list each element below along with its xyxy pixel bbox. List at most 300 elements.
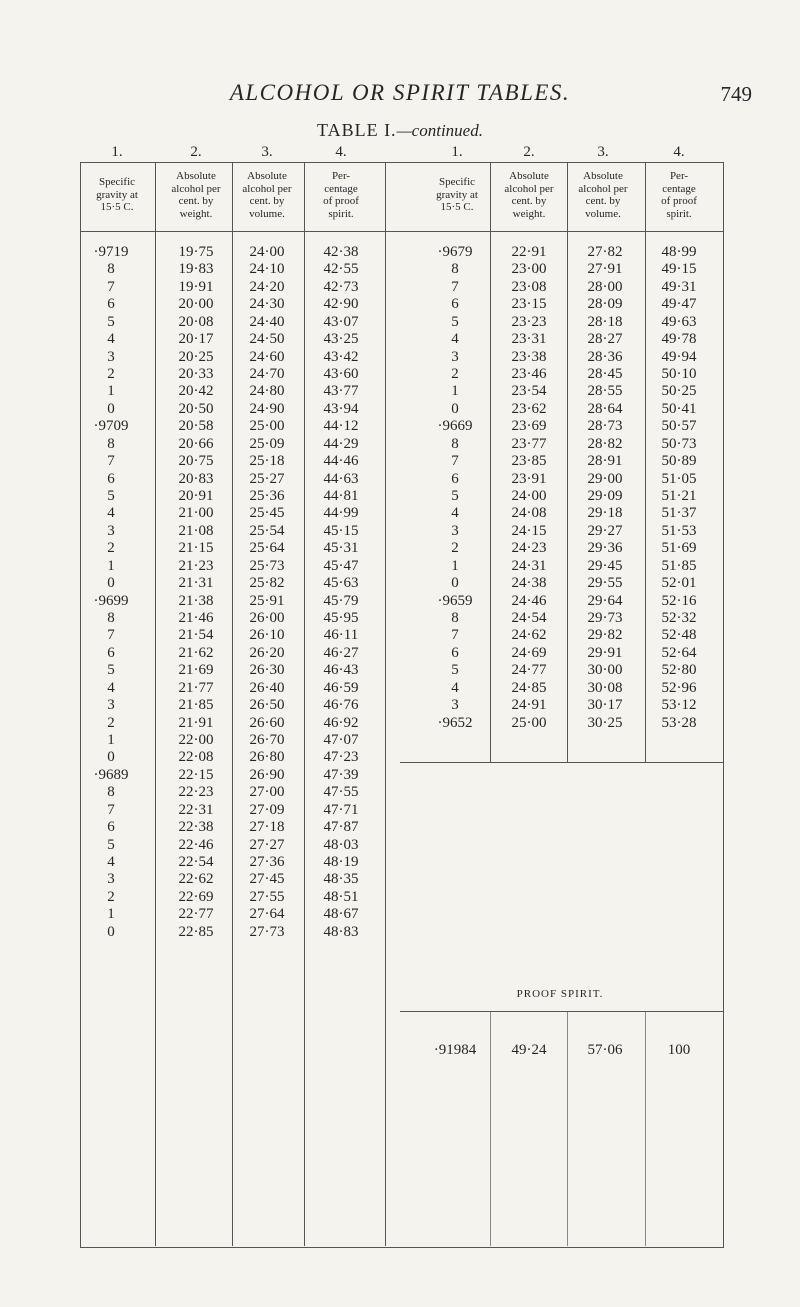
- table-cell: 28·27: [587, 331, 623, 348]
- table-cell: 44·63: [323, 470, 359, 487]
- table-cell: 3: [107, 697, 115, 714]
- table-row: [0, 349, 800, 366]
- table-cell: 21·54: [178, 627, 214, 644]
- column-header-line: Absolute: [583, 170, 623, 182]
- table-cell: 27·73: [249, 923, 285, 940]
- table-cell: 22·31: [178, 801, 214, 818]
- table-row: [0, 593, 800, 610]
- table-cell: 24·62: [511, 627, 547, 644]
- table-cell: 29·55: [587, 575, 623, 592]
- table-row: [0, 662, 800, 679]
- table-cell: 44·12: [323, 418, 359, 435]
- column-header-line: alcohol per: [242, 182, 292, 195]
- table-cell: ·9699: [93, 592, 129, 609]
- table-cell: 44·46: [323, 453, 359, 470]
- table-cell: 25·45: [249, 505, 285, 522]
- table-cell: 3: [107, 522, 115, 539]
- table-cell: 50·41: [661, 400, 697, 417]
- proof-spirit-cell: ·91984: [433, 1042, 477, 1058]
- table-cell: 26·20: [249, 644, 285, 661]
- table-cell: 51·21: [661, 488, 697, 505]
- table-cell: 24·30: [249, 296, 285, 313]
- column-number: 4.: [673, 144, 685, 160]
- table-cell: 7: [451, 453, 459, 470]
- table-row: [0, 436, 800, 453]
- table-cell: 25·00: [249, 418, 285, 435]
- table-cell: 24·00: [511, 488, 547, 505]
- table-cell: 48·03: [323, 836, 359, 853]
- table-cell: 21·00: [178, 505, 214, 522]
- table-cell: 24·70: [249, 366, 285, 382]
- table-cell: 21·23: [178, 557, 214, 574]
- table-cell: 3: [107, 348, 115, 365]
- table-cell: 45·63: [323, 575, 359, 592]
- table-cell: 21·69: [178, 662, 214, 679]
- table-row: [0, 279, 800, 296]
- table-cell: 52·48: [661, 627, 697, 644]
- table-cell: 24·10: [249, 261, 285, 278]
- column-header-line: alcohol per: [504, 182, 554, 195]
- table-cell: 7: [107, 627, 115, 644]
- column-header-line: of proof: [661, 195, 697, 207]
- table-cell: 21·77: [178, 679, 214, 696]
- table-cell: 8: [451, 610, 459, 627]
- table-cell: 7: [107, 278, 115, 295]
- table-cell: 8: [451, 261, 459, 278]
- table-cell: 24·80: [249, 383, 285, 400]
- table-row: [0, 645, 800, 662]
- table-cell: 24·31: [511, 557, 547, 574]
- table-cell: 50·10: [661, 366, 697, 382]
- table-cell: 8: [107, 435, 115, 452]
- column-header: [242, 170, 291, 220]
- table-cell: ·9709: [93, 418, 129, 435]
- table-cell: 0: [107, 400, 115, 417]
- table-cell: 29·73: [587, 610, 623, 627]
- proof-spirit-title: PROOF SPIRIT.: [516, 988, 604, 1000]
- table-cell: 23·46: [511, 366, 547, 382]
- table-cell: 47·55: [323, 784, 359, 801]
- column-number: 3.: [261, 144, 273, 160]
- table-cell: 26·70: [249, 732, 285, 749]
- table-row: [0, 296, 800, 313]
- table-row: [0, 575, 800, 592]
- table-cell: 46·27: [323, 644, 359, 661]
- table-cell: 4: [107, 331, 115, 348]
- table-cell: 20·17: [178, 331, 214, 348]
- table-cell: ·9652: [437, 714, 473, 731]
- table-cell: 27·09: [249, 801, 285, 818]
- table-cell: 21·46: [178, 610, 214, 627]
- table-cell: 49·47: [661, 296, 697, 313]
- table-cell: 29·64: [587, 592, 623, 609]
- table-cell: 3: [451, 697, 459, 714]
- table-cell: 0: [107, 923, 115, 940]
- table-cell: 2: [107, 714, 115, 731]
- table-row: [0, 627, 800, 644]
- table-cell: 43·07: [323, 313, 359, 330]
- table-cell: 30·08: [587, 679, 623, 696]
- table-row: [0, 680, 800, 697]
- table-cell: 26·60: [249, 714, 285, 731]
- column-header-line: volume.: [585, 207, 621, 220]
- table-cell: 24·54: [511, 610, 547, 627]
- table-cell: 47·71: [323, 801, 359, 818]
- table-cell: 44·29: [323, 435, 359, 452]
- table-cell: 25·18: [249, 453, 285, 470]
- table-cell: 0: [451, 575, 459, 592]
- table-cell: 26·40: [249, 679, 285, 696]
- table-cell: 49·94: [661, 348, 697, 365]
- column-header: [171, 170, 220, 220]
- table-cell: 1: [107, 383, 115, 400]
- table-cell: 7: [107, 453, 115, 470]
- table-cell: 27·64: [249, 906, 285, 923]
- table-row: [0, 453, 800, 470]
- table-cell: 29·91: [587, 644, 623, 661]
- table-row: [0, 871, 800, 888]
- table-cell: 28·55: [587, 383, 623, 400]
- table-row: [0, 889, 800, 906]
- table-cell: 46·43: [323, 662, 359, 679]
- running-head: [0, 80, 800, 110]
- column-header-line: centage: [662, 182, 696, 195]
- table-cell: 3: [107, 871, 115, 888]
- table-cell: 43·25: [323, 331, 359, 348]
- table-cell: 19·91: [178, 278, 214, 295]
- table-cell: 28·64: [587, 400, 623, 417]
- table-cell: ·9719: [93, 244, 129, 260]
- table-cell: 27·36: [249, 854, 285, 871]
- table-cell: 22·08: [178, 749, 214, 766]
- table-cell: 21·85: [178, 697, 214, 714]
- column-header-line: Absolute: [509, 170, 549, 182]
- table-cell: 45·79: [323, 592, 359, 609]
- column-header: [436, 176, 478, 214]
- table-row: [0, 610, 800, 627]
- table-title: [0, 120, 800, 141]
- proof-spirit-rule-bottom: [400, 1011, 723, 1012]
- table-row: [0, 314, 800, 331]
- column-header-line: of proof: [323, 195, 359, 207]
- table-cell: 52·80: [661, 662, 697, 679]
- table-cell: 24·40: [249, 313, 285, 330]
- table-cell: 22·23: [178, 784, 214, 801]
- table-cell: 21·15: [178, 540, 214, 557]
- table-cell: 26·10: [249, 627, 285, 644]
- table-cell: 29·18: [587, 505, 623, 522]
- table-cell: 27·82: [587, 244, 623, 260]
- table-cell: 27·27: [249, 836, 285, 853]
- column-header-line: cent. by: [585, 195, 621, 207]
- table-row: [0, 854, 800, 871]
- column-header-line: Per-: [669, 170, 689, 182]
- column-header-line: Specific: [438, 176, 476, 188]
- table-cell: 21·31: [178, 575, 214, 592]
- table-cell: 23·23: [511, 313, 547, 330]
- column-number: 1.: [111, 144, 123, 160]
- table-cell: 7: [107, 801, 115, 818]
- column-header-line: 15·5 C.: [100, 201, 134, 213]
- table-row: [0, 401, 800, 418]
- table-cell: 21·38: [178, 592, 214, 609]
- table-cell: 29·36: [587, 540, 623, 557]
- table-cell: 29·00: [587, 470, 623, 487]
- table-row: [0, 732, 800, 749]
- table-cell: 2: [107, 366, 115, 382]
- table-cell: 20·08: [178, 313, 214, 330]
- table-cell: 46·76: [323, 697, 359, 714]
- table-cell: 4: [451, 679, 459, 696]
- table-cell: 48·83: [323, 923, 359, 940]
- table-cell: 49·63: [661, 313, 697, 330]
- table-cell: 24·60: [249, 348, 285, 365]
- table-cell: 5: [107, 662, 115, 679]
- table-cell: 51·85: [661, 557, 697, 574]
- table-cell: 5: [451, 313, 459, 330]
- table-cell: 46·11: [323, 627, 359, 644]
- table-cell: 28·82: [587, 435, 623, 452]
- table-cell: 28·18: [587, 313, 623, 330]
- table-cell: 52·64: [661, 644, 697, 661]
- table-cell: 20·33: [178, 366, 214, 382]
- table-cell: 4: [107, 505, 115, 522]
- table-cell: 28·45: [587, 366, 623, 382]
- table-cell: ·9689: [93, 766, 129, 783]
- table-row: [0, 261, 800, 278]
- table-cell: 24·91: [511, 697, 547, 714]
- column-header: [96, 176, 138, 214]
- table-row: [0, 697, 800, 714]
- table-cell: 49·15: [661, 261, 697, 278]
- table-cell: 24·50: [249, 331, 285, 348]
- table-cell: 52·16: [661, 592, 697, 609]
- column-header-line: 15·5 C.: [440, 201, 474, 213]
- column-header: [661, 170, 697, 220]
- table-cell: 29·45: [587, 557, 623, 574]
- table-cell: ·9669: [437, 418, 473, 435]
- table-cell: 46·92: [323, 714, 359, 731]
- table-cell: 29·82: [587, 627, 623, 644]
- table-cell: 22·85: [178, 923, 214, 940]
- table-cell: 7: [451, 627, 459, 644]
- table-cell: 30·17: [587, 697, 623, 714]
- table-cell: 20·25: [178, 348, 214, 365]
- table-cell: 1: [107, 906, 115, 923]
- table-cell: 50·73: [661, 435, 697, 452]
- table-cell: 27·45: [249, 871, 285, 888]
- table-cell: 52·01: [661, 575, 697, 592]
- table-cell: 20·58: [178, 418, 214, 435]
- table-cell: 25·54: [249, 522, 285, 539]
- table-cell: 1: [451, 383, 459, 400]
- table-row: [0, 505, 800, 522]
- column-rule: [645, 1011, 646, 1246]
- table-cell: 25·82: [249, 575, 285, 592]
- table-cell: 22·38: [178, 819, 214, 836]
- table-cell: 42·90: [323, 296, 359, 313]
- table-cell: 24·85: [511, 679, 547, 696]
- proof-spirit-cell: 100: [667, 1042, 691, 1058]
- table-row: [0, 906, 800, 923]
- column-header: [578, 170, 627, 220]
- table-cell: 20·00: [178, 296, 214, 313]
- table-cell: 21·08: [178, 522, 214, 539]
- table-cell: 43·42: [323, 348, 359, 365]
- table-row: [0, 924, 800, 941]
- table-cell: 48·67: [323, 906, 359, 923]
- table-row: [0, 540, 800, 557]
- table-cell: 42·55: [323, 261, 359, 278]
- table-cell: 24·38: [511, 575, 547, 592]
- table-cell: 44·81: [323, 488, 359, 505]
- table-cell: 27·00: [249, 784, 285, 801]
- table-cell: 48·51: [323, 888, 359, 905]
- column-header-line: Absolute: [176, 170, 216, 182]
- column-header: [504, 170, 553, 220]
- table-cell: 8: [107, 261, 115, 278]
- table-cell: 48·35: [323, 871, 359, 888]
- table-cell: 42·38: [323, 244, 359, 260]
- column-rule: [490, 1011, 491, 1246]
- table-cell: 47·87: [323, 819, 359, 836]
- table-cell: 23·85: [511, 453, 547, 470]
- table-title-main: TABLE I.: [317, 120, 397, 140]
- table-cell: 51·69: [661, 540, 697, 557]
- table-cell: 22·62: [178, 871, 214, 888]
- table-cell: 2: [451, 540, 459, 557]
- table-cell: 22·69: [178, 888, 214, 905]
- table-cell: 25·36: [249, 488, 285, 505]
- table-cell: 23·54: [511, 383, 547, 400]
- table-cell: 45·47: [323, 557, 359, 574]
- column-header-line: alcohol per: [578, 182, 628, 195]
- table-cell: 50·57: [661, 418, 697, 435]
- table-cell: 25·64: [249, 540, 285, 557]
- table-row: [0, 715, 800, 732]
- table-cell: 2: [451, 366, 459, 382]
- table-cell: 46·59: [323, 679, 359, 696]
- table-cell: 25·27: [249, 470, 285, 487]
- table-cell: 22·46: [178, 836, 214, 853]
- column-header-line: volume.: [249, 207, 285, 220]
- table-cell: 6: [451, 644, 459, 661]
- table-cell: 30·00: [587, 662, 623, 679]
- table-cell: 4: [451, 331, 459, 348]
- table-cell: 25·73: [249, 557, 285, 574]
- column-header-line: gravity at: [96, 188, 138, 201]
- table-cell: 6: [451, 470, 459, 487]
- column-header-line: weight.: [179, 207, 213, 220]
- table-cell: 49·78: [661, 331, 697, 348]
- table-cell: 29·09: [587, 488, 623, 505]
- table-cell: 47·39: [323, 766, 359, 783]
- table-cell: 51·37: [661, 505, 697, 522]
- header-rule: [80, 231, 723, 232]
- column-header-line: cent. by: [511, 195, 547, 207]
- column-number: 2.: [190, 144, 202, 160]
- table-cell: 6: [107, 644, 115, 661]
- table-cell: 22·00: [178, 732, 214, 749]
- table-cell: 5: [451, 662, 459, 679]
- table-row: [0, 383, 800, 400]
- table-cell: 20·42: [178, 383, 214, 400]
- table-cell: 52·32: [661, 610, 697, 627]
- table-cell: 26·30: [249, 662, 285, 679]
- table-cell: 52·96: [661, 679, 697, 696]
- table-cell: 49·31: [661, 278, 697, 295]
- table-cell: 23·31: [511, 331, 547, 348]
- column-header-line: cent. by: [178, 195, 214, 207]
- column-number: 2.: [523, 144, 535, 160]
- column-header-line: Per-: [331, 170, 351, 182]
- table-row: [0, 523, 800, 540]
- table-cell: 24·90: [249, 400, 285, 417]
- table-row: [0, 558, 800, 575]
- proof-spirit-cell: 57·06: [587, 1042, 623, 1058]
- table-cell: 23·69: [511, 418, 547, 435]
- table-cell: 27·18: [249, 819, 285, 836]
- table-row: [0, 331, 800, 348]
- table-cell: 26·90: [249, 766, 285, 783]
- column-header-line: Specific: [98, 176, 136, 188]
- table-row: [0, 767, 800, 784]
- table-cell: 22·54: [178, 854, 214, 871]
- table-cell: 28·09: [587, 296, 623, 313]
- table-cell: 47·23: [323, 749, 359, 766]
- table-cell: 20·75: [178, 453, 214, 470]
- table-cell: 24·69: [511, 644, 547, 661]
- table-row: [0, 366, 800, 383]
- column-header-line: cent. by: [249, 195, 285, 207]
- table-cell: 1: [107, 732, 115, 749]
- table-cell: 20·83: [178, 470, 214, 487]
- table-row: [0, 418, 800, 435]
- table-cell: 21·91: [178, 714, 214, 731]
- table-cell: 24·23: [511, 540, 547, 557]
- table-cell: 3: [451, 522, 459, 539]
- table-cell: 23·08: [511, 278, 547, 295]
- column-number: 3.: [597, 144, 609, 160]
- table-cell: 5: [451, 488, 459, 505]
- column-header-line: weight.: [512, 207, 546, 220]
- table-cell: 7: [451, 278, 459, 295]
- table-cell: 23·38: [511, 348, 547, 365]
- table-cell: 53·28: [661, 714, 697, 731]
- table-cell: 28·36: [587, 348, 623, 365]
- table-cell: 47·07: [323, 732, 359, 749]
- table-cell: 23·00: [511, 261, 547, 278]
- table-cell: 43·60: [323, 366, 359, 382]
- table-cell: 26·50: [249, 697, 285, 714]
- table-cell: 5: [107, 313, 115, 330]
- table-cell: 0: [107, 575, 115, 592]
- table-cell: 3: [451, 348, 459, 365]
- table-row: [0, 802, 800, 819]
- table-cell: 22·77: [178, 906, 214, 923]
- table-cell: 43·94: [323, 400, 359, 417]
- table-row: [0, 784, 800, 801]
- table-row: [0, 471, 800, 488]
- table-row: [0, 244, 800, 261]
- table-cell: 24·77: [511, 662, 547, 679]
- table-row: [0, 488, 800, 505]
- table-row: [0, 837, 800, 854]
- table-cell: 44·99: [323, 505, 359, 522]
- table-cell: 53·12: [661, 697, 697, 714]
- column-header-line: Absolute: [247, 170, 287, 182]
- table-cell: 50·89: [661, 453, 697, 470]
